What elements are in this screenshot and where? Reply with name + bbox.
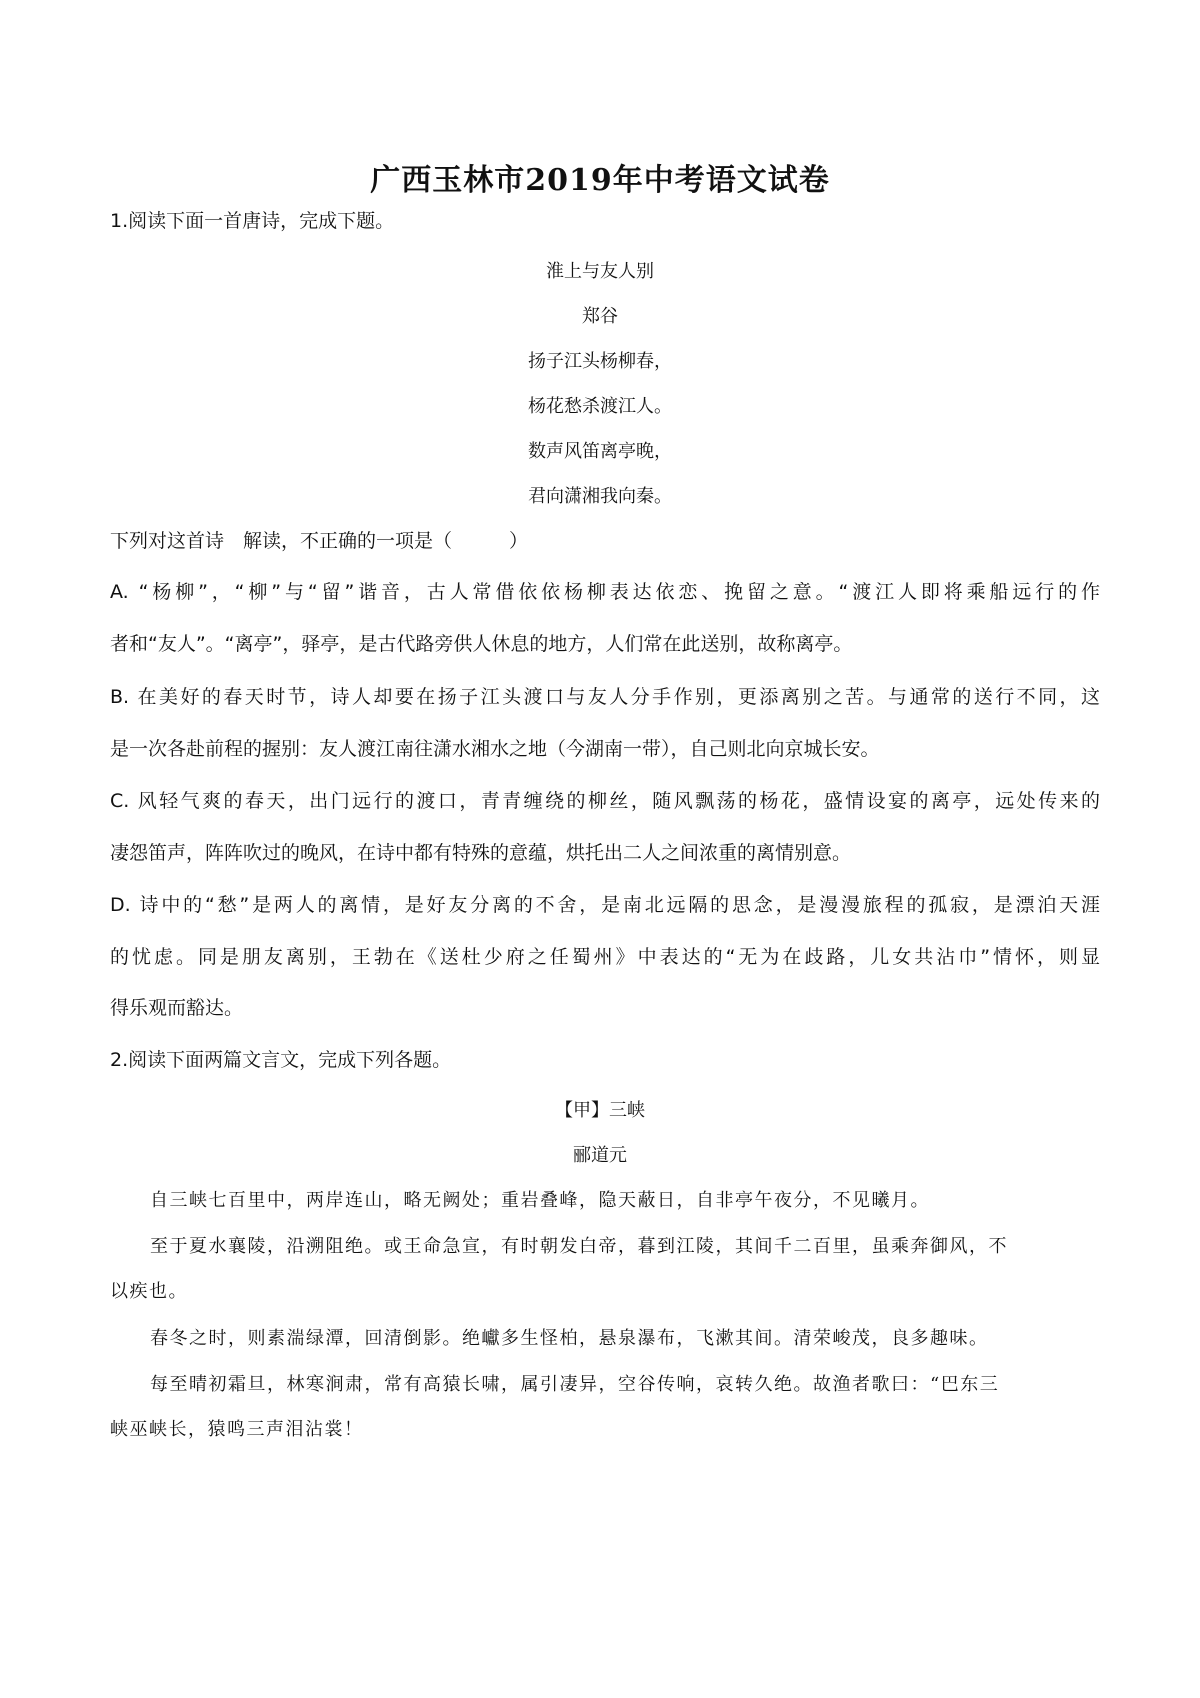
text-paragraph: 自三峡七百里中，两岸连山，略无阙处；重岩叠峰，隐天蔽日，自非亭午夜分，不见曦月。 — [150, 1190, 930, 1211]
option-a-line: A. “杨柳”，“柳”与“留”谐音，古人常借依依杨柳表达依恋、挽留之意。“渡江人即将乘船远行的作 — [110, 581, 1100, 603]
option-d-line: 得乐观而豁达。 — [110, 997, 244, 1019]
text-author: 郦道元 — [573, 1145, 627, 1166]
text-title: 【甲】三峡 — [555, 1100, 645, 1121]
poem-line: 君向潇湘我向秦。 — [528, 486, 672, 507]
question-1-prompt: 下列对这首诗 解读，不正确的一项是（ ） — [110, 530, 529, 552]
text-paragraph: 峡巫峡长，猿鸣三声泪沾裳！ — [110, 1419, 364, 1440]
text-paragraph: 以疾也。 — [110, 1281, 188, 1302]
poem-line: 扬子江头杨柳春， — [528, 351, 672, 372]
page-title: 广西玉林市2019年中考语文试卷 — [370, 163, 830, 198]
text-paragraph: 至于夏水襄陵，沿溯阻绝。或王命急宣，有时朝发白帝，暮到江陵，其间千二百里，虽乘奔御风，不 — [150, 1236, 1008, 1257]
question-2-intro: 2.阅读下面两篇文言文，完成下列各题。 — [110, 1049, 452, 1071]
option-c-line: C. 风轻气爽的春天，出门远行的渡口，青青缠绕的柳丝，随风飘荡的杨花，盛情设宴的离亭，远处传来的 — [110, 790, 1100, 812]
text-paragraph: 春冬之时，则素湍绿潭，回清倒影。绝巘多生怪柏，悬泉瀑布，飞漱其间。清荣峻茂，良多趣味。 — [150, 1328, 989, 1349]
poem-author: 郑谷 — [582, 306, 618, 327]
option-d-line: D. 诗中的“愁”是两人的离情，是好友分离的不舍，是南北远隔的思念，是漫漫旅程的孤寂，是漂泊天涯 — [110, 894, 1100, 916]
option-d-line: 的忧虑。同是朋友离别，王勃在《送杜少府之任蜀州》中表达的“无为在歧路，儿女共沾巾”情怀，则显 — [110, 946, 1100, 968]
option-c-line: 凄怨笛声，阵阵吹过的晚风，在诗中都有特殊的意蕴，烘托出二人之间浓重的离情别意。 — [110, 842, 852, 864]
question-1-intro: 1.阅读下面一首唐诗，完成下题。 — [110, 210, 395, 232]
option-b-line: 是一次各赴前程的握别：友人渡江南往潇水湘水之地（今湖南一带），自己则北向京城长安。 — [110, 738, 880, 760]
poem-title: 淮上与友人别 — [546, 261, 654, 282]
poem-line: 数声风笛离亭晚， — [528, 441, 672, 462]
option-a-line: 者和“友人”。“离亭”，驿亭，是古代路旁供人休息的地方，人们常在此送别，故称离亭。 — [110, 633, 853, 655]
poem-line: 杨花愁杀渡江人。 — [528, 396, 672, 417]
option-b-line: B. 在美好的春天时节，诗人却要在扬子江头渡口与友人分手作别，更添离别之苦。与通常的送行不同，这 — [110, 686, 1100, 708]
text-paragraph: 每至晴初霜旦，林寒涧肃，常有高猿长啸，属引凄异，空谷传响，哀转久绝。故渔者歌曰：“巴东三 — [150, 1374, 1000, 1395]
